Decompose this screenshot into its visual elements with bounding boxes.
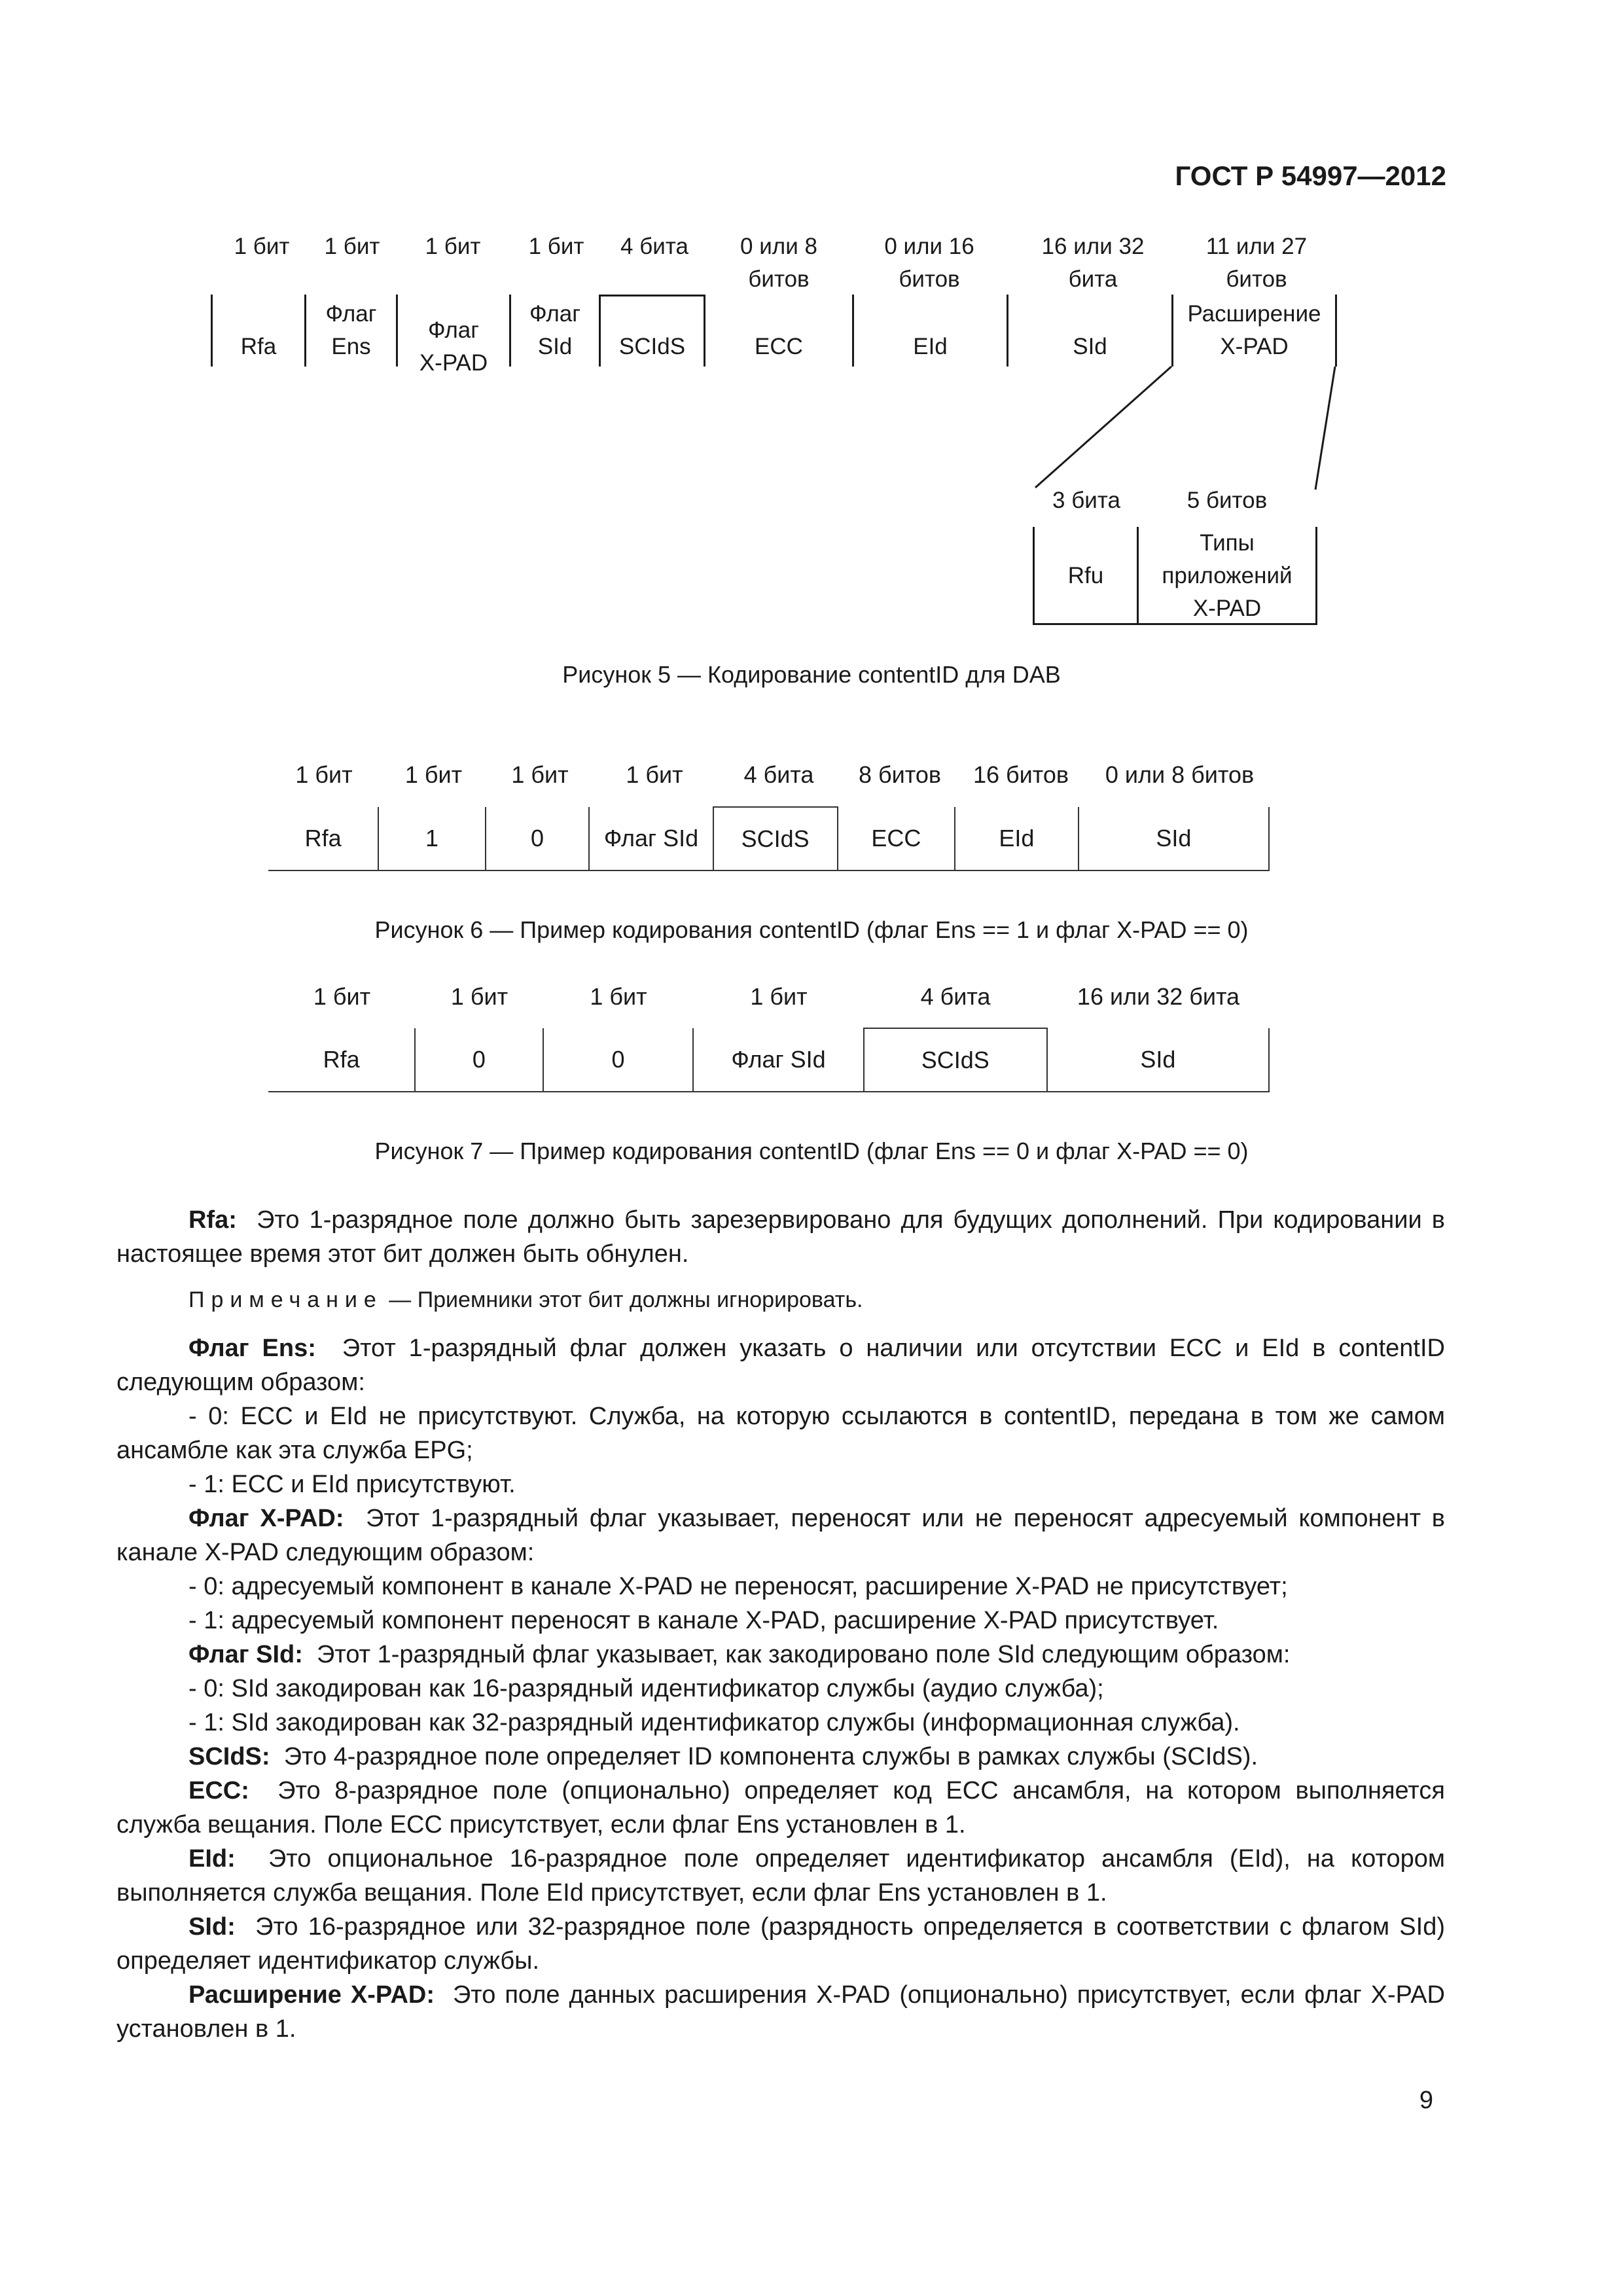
f6-cell: ECC bbox=[838, 807, 955, 870]
f5-field-xpad: Флаг X-PAD bbox=[419, 317, 488, 376]
text-sid-flag: Этот 1-разрядный флаг указывает, как закодировано поле SId следующим образом: bbox=[317, 1641, 1291, 1668]
figure-6-caption: Рисунок 6 — Пример кодирования contentID (флаг Ens == 1 и флаг X-PAD == 0) bbox=[374, 916, 1249, 943]
body-text bbox=[116, 1203, 1445, 2046]
para-ens-0: - 0: ECC и EId не присутствуют. Служба, на которую ссылаются в contentID, передана в том же самом ансамбле как эта служба EPG; bbox=[116, 1403, 1445, 1464]
f5-field-sid-flag: Флаг SId bbox=[529, 301, 581, 359]
f5-field-ecc: ECC bbox=[755, 334, 803, 359]
f5-field-scids: SCIdS bbox=[618, 334, 686, 359]
f7-bits: 1 бит bbox=[313, 983, 371, 1010]
f5-bits-rfa: 1 бит bbox=[234, 234, 290, 259]
text-ext: Это поле данных расширения X-PAD (опционально) присутствует, если флаг X-PAD установлен в 1. bbox=[116, 1981, 1445, 2043]
f5-field-sid: SId bbox=[1073, 334, 1107, 359]
text-rfa: Это 1-разрядное поле должно быть зарезервировано для будущих дополнений. При кодировании в настоящее время этот бит должен быть обнулен. bbox=[116, 1206, 1445, 1268]
f5-bits-eid: 0 или 16 битов bbox=[884, 234, 974, 292]
term-ext: Расширение X-PAD: bbox=[188, 1981, 435, 2009]
f7-bits: 16 или 32 бита bbox=[1077, 983, 1240, 1010]
f5-sub-bits-rfu: 3 бита bbox=[1052, 488, 1120, 513]
text-scids: Это 4-разрядное поле определяет ID компонента службы в рамках службы (SCIdS). bbox=[283, 1743, 1258, 1770]
f5-bits-ext: 11 или 27 битов bbox=[1205, 234, 1308, 292]
note-label: Примечание bbox=[188, 1287, 383, 1312]
para-xpad-1: - 1: адресуемый компонент переносят в канале X-PAD, расширение X-PAD присутствует. bbox=[188, 1607, 1219, 1634]
para-sid-flag-0: - 0: SId закодирован как 16-разрядный идентификатор службы (аудио служба); bbox=[188, 1675, 1104, 1702]
page-number: 9 bbox=[1419, 2087, 1433, 2114]
f5-field-ext: Расширение X-PAD bbox=[1187, 301, 1321, 359]
f7-cell: SId bbox=[1047, 1028, 1269, 1092]
f5-field-rfa: Rfa bbox=[240, 334, 277, 359]
f6-cell: EId bbox=[955, 807, 1079, 870]
f5-bits-scids: 4 бита bbox=[620, 234, 688, 259]
para-scids bbox=[116, 1740, 1445, 1774]
f6-bits: 1 бит bbox=[626, 761, 683, 788]
f7-bit-labels bbox=[268, 983, 1270, 1016]
term-xpad: Флаг X-PAD: bbox=[188, 1505, 344, 1532]
para-sid-flag-1: - 1: SId закодирован как 32-разрядный идентификатор службы (информационная служба). bbox=[188, 1709, 1240, 1736]
para-note bbox=[116, 1283, 1445, 1317]
para-eid bbox=[116, 1842, 1445, 1910]
f5-sub-sep bbox=[1315, 527, 1317, 625]
f5-expansion-lines bbox=[0, 0, 1623, 655]
term-sid: SId: bbox=[188, 1913, 236, 1941]
f5-bits-sid: 16 или 32 бита bbox=[1041, 234, 1145, 292]
term-ens: Флаг Ens: bbox=[188, 1335, 316, 1362]
text-xpad: Этот 1-разрядный флаг указывает, переносят или не переносят адресуемый компонент в канале X-PAD следующим образом: bbox=[116, 1505, 1445, 1566]
f7-cell: Rfa bbox=[268, 1028, 415, 1092]
figure-5-caption: Рисунок 5 — Кодирование contentID для DAB bbox=[562, 661, 1061, 688]
f7-bits: 1 бит bbox=[750, 983, 808, 1010]
text-eid: Это опциональное 16-разрядное поле определяет идентификатор ансамбля (EId), на котором выполняется служба вещания. Поле EId присутствует, если флаг Ens установлен в 1. bbox=[116, 1845, 1445, 1907]
f6-bits: 1 бит bbox=[295, 761, 353, 788]
f5-bits-xpad: 1 бит bbox=[425, 234, 481, 259]
f7-bits: 1 бит bbox=[590, 983, 647, 1010]
f6-cell: SId bbox=[1079, 807, 1269, 870]
f5-bits-sid-flag: 1 бит bbox=[528, 234, 584, 259]
f6-cell: SCIdS bbox=[713, 807, 838, 870]
f5-bits-ecc: 0 или 8 битов bbox=[740, 234, 817, 292]
para-ens bbox=[116, 1331, 1445, 1399]
f6-bits: 0 или 8 битов bbox=[1105, 761, 1255, 788]
f7-bits: 1 бит bbox=[450, 983, 508, 1010]
figure-7-caption: Рисунок 7 — Пример кодирования contentID (флаг Ens == 0 и флаг X-PAD == 0) bbox=[374, 1138, 1249, 1164]
f7-cell: SCIdS bbox=[864, 1028, 1047, 1092]
f7-table bbox=[268, 1028, 1270, 1092]
text-ens: Этот 1-разрядный флаг должен указать о наличии или отсутствии ECC и EId в contentID следующим образом: bbox=[116, 1335, 1445, 1396]
f6-cell: Флаг SId bbox=[589, 807, 713, 870]
term-rfa: Rfa: bbox=[188, 1206, 237, 1234]
f6-table bbox=[268, 806, 1270, 871]
f6-bits: 1 бит bbox=[404, 761, 463, 788]
f6-bits: 4 бита bbox=[743, 761, 814, 788]
para-sid bbox=[116, 1910, 1445, 1978]
f5-bits-ens: 1 бит bbox=[324, 234, 380, 259]
para-xpad-0: - 0: адресуемый компонент в канале X-PAD не переносят, расширение X-PAD не присутствует; bbox=[188, 1573, 1288, 1600]
para-ecc bbox=[116, 1774, 1445, 1842]
f6-cell: 0 bbox=[486, 807, 590, 870]
term-ecc: ECC: bbox=[188, 1777, 249, 1804]
f6-bits: 1 бит bbox=[511, 761, 569, 788]
f7-cell: 0 bbox=[415, 1028, 543, 1092]
document-header: ГОСТ Р 54997—2012 bbox=[1175, 160, 1446, 191]
f6-bits: 16 битов bbox=[972, 761, 1069, 788]
para-xpad bbox=[116, 1501, 1445, 1570]
f6-cell: Rfa bbox=[268, 807, 378, 870]
f5-field-ens: Флаг Ens bbox=[325, 301, 377, 359]
f7-cell: Флаг SId bbox=[693, 1028, 863, 1092]
f5-field-eid: EId bbox=[913, 334, 948, 359]
note-text: — Приемники этот бит должны игнорировать. bbox=[389, 1287, 863, 1312]
para-ext bbox=[116, 1978, 1445, 2046]
text-sid: Это 16-разрядное или 32-разрядное поле (разрядность определяется в соответствии с флагом SId) определяет идентификатор службы. bbox=[116, 1913, 1445, 1975]
f6-cell: 1 bbox=[378, 807, 485, 870]
term-scids: SCIdS: bbox=[188, 1743, 270, 1770]
f7-bits: 4 бита bbox=[920, 983, 991, 1010]
f6-bits: 8 битов bbox=[859, 761, 941, 788]
f5-sub-field-rfu: Rfu bbox=[1067, 563, 1104, 588]
f6-bit-labels bbox=[268, 761, 1270, 794]
term-eid: EId: bbox=[188, 1845, 236, 1873]
text-ecc: Это 8-разрядное поле (опционально) определяет код ECC ансамбля, на котором выполняется служба вещания. Поле ECC присутствует, если флаг Ens установлен в 1. bbox=[116, 1777, 1445, 1839]
f5-sub-bits-types: 5 битов bbox=[1186, 488, 1268, 513]
f7-cell: 0 bbox=[543, 1028, 694, 1092]
f5-sub-field-types: Типы приложений X-PAD bbox=[1162, 530, 1293, 621]
para-ens-1: - 1: ECC и EId присутствуют. bbox=[188, 1471, 516, 1498]
para-sid-flag bbox=[116, 1638, 1445, 1672]
para-rfa bbox=[116, 1203, 1445, 1271]
term-sid-flag: Флаг SId: bbox=[188, 1641, 303, 1668]
